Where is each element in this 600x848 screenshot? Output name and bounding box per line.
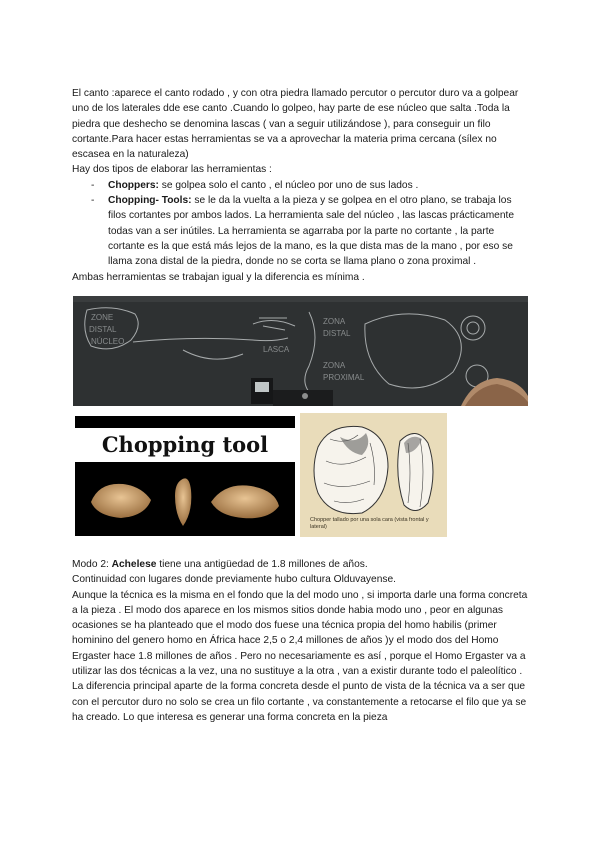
svg-text:DISTAL: DISTAL bbox=[89, 325, 117, 334]
svg-text:ZONA: ZONA bbox=[323, 361, 346, 370]
text-block-bottom bbox=[72, 557, 532, 725]
list-item-chopping-tools bbox=[72, 193, 532, 269]
paragraph-canto: El canto :aparece el canto rodado , y con otra piedra llamado percutor o percutor duro va a golpear uno de los laterales dde ese canto .Cuando lo golpeo, hay parte de ese núcleo que salta .Toda la piedra que deshecho se denomina lascas ( van a seguir utilizándose ), para conseguir un filo cortante.Para hacer estas herramientas se va a aprovechar la materia prima cercana (sílex no escasea en la naturaleza) bbox=[72, 88, 519, 161]
svg-text:LASCA: LASCA bbox=[263, 345, 290, 354]
bullet-dash: - bbox=[91, 195, 95, 207]
modo2-prefix: Modo 2: bbox=[72, 559, 112, 570]
chopping-tool-stones bbox=[75, 416, 295, 536]
svg-text:DISTAL: DISTAL bbox=[323, 329, 351, 338]
term-chopping-tools: Chopping- Tools: bbox=[108, 195, 192, 207]
chopping-tool-title: Chopping tool bbox=[101, 432, 269, 458]
svg-text:PROXIMAL: PROXIMAL bbox=[323, 373, 365, 382]
list-item-choppers bbox=[72, 178, 532, 193]
paragraph-diferencia: La diferencia principal aparte de la forma concreta desde el punto de vista de la técnica va a ser que con el percutor duro no solo se crea un filo cortante , va constantemente a retocarse el filo que ya se ha creado. Lo que interesa es generar una forma concreta en la pieza bbox=[72, 681, 527, 723]
text-block-top bbox=[72, 86, 532, 285]
tool-types-list bbox=[72, 178, 532, 270]
paragraph-intro: Hay dos tipos de elaborar las herramientas : bbox=[72, 164, 272, 176]
svg-text:NÚCLEO: NÚCLEO bbox=[91, 337, 125, 346]
chopping-tool-image bbox=[75, 416, 295, 536]
bullet-dash: - bbox=[91, 179, 95, 191]
modo2-rest: tiene una antigüedad de 1.8 millones de años. bbox=[156, 559, 368, 570]
modo2-heading bbox=[72, 557, 532, 572]
svg-text:ZONE: ZONE bbox=[91, 313, 114, 322]
blackboard-photo bbox=[73, 296, 528, 406]
choppers-description: se golpea solo el canto , el núcleo por uno de sus lados . bbox=[158, 179, 419, 191]
svg-text:ZONA: ZONA bbox=[323, 317, 346, 326]
paragraph-aunque: Aunque la técnica es la misma en el fondo que la del modo uno , si importa darle una forma concreta a la pieza . El modo dos aparece en los mismos sitios donde habia modo uno , peor en algunas ocasiones se ha planteado que el modo dos fuese una técnica propia del homo habilis (primer hominino del genero homo en África hace 2,5 o 2,4 millones de años )y el modo dos del Homo Ergaster hace 1.8 millones de años . Pero no necesariamente es así , porque el Homo Ergaster va a utilizar las dos técnicas a la vez, una no sustituye a la otra , van a existir durante todo el paleolítico . bbox=[72, 589, 528, 678]
chopper-sketch-image bbox=[300, 413, 447, 537]
paragraph-continuidad: Continuidad con lugares donde previamente hubo cultura Olduvayense. bbox=[72, 574, 396, 586]
modo2-term: Achelese bbox=[111, 559, 157, 570]
chopper-sketch-caption: Chopper tallado por una sola cara (vista frontal y lateral) bbox=[310, 517, 429, 530]
blackboard-drawing bbox=[73, 296, 528, 406]
paragraph-ambas: Ambas herramientas se trabajan igual y la diferencia es mínima . bbox=[72, 271, 365, 283]
chopping-tools-description: se le da la vuelta a la pieza y se golpea en el otro plano, se trabaja los filos cortantes por ambos lados. La herramienta sale del núcleo , las lascas prácticamente todas van a ser inútiles. La herramienta se agarraba por la parte no cortante , la parte cortante es la que está más lejos de la mano, es la que dista mas de la mano , por eso se llama zona distal de la piedra, donde no se corta se llama plano o zona proximal . bbox=[108, 195, 515, 268]
term-choppers: Choppers: bbox=[108, 179, 159, 191]
